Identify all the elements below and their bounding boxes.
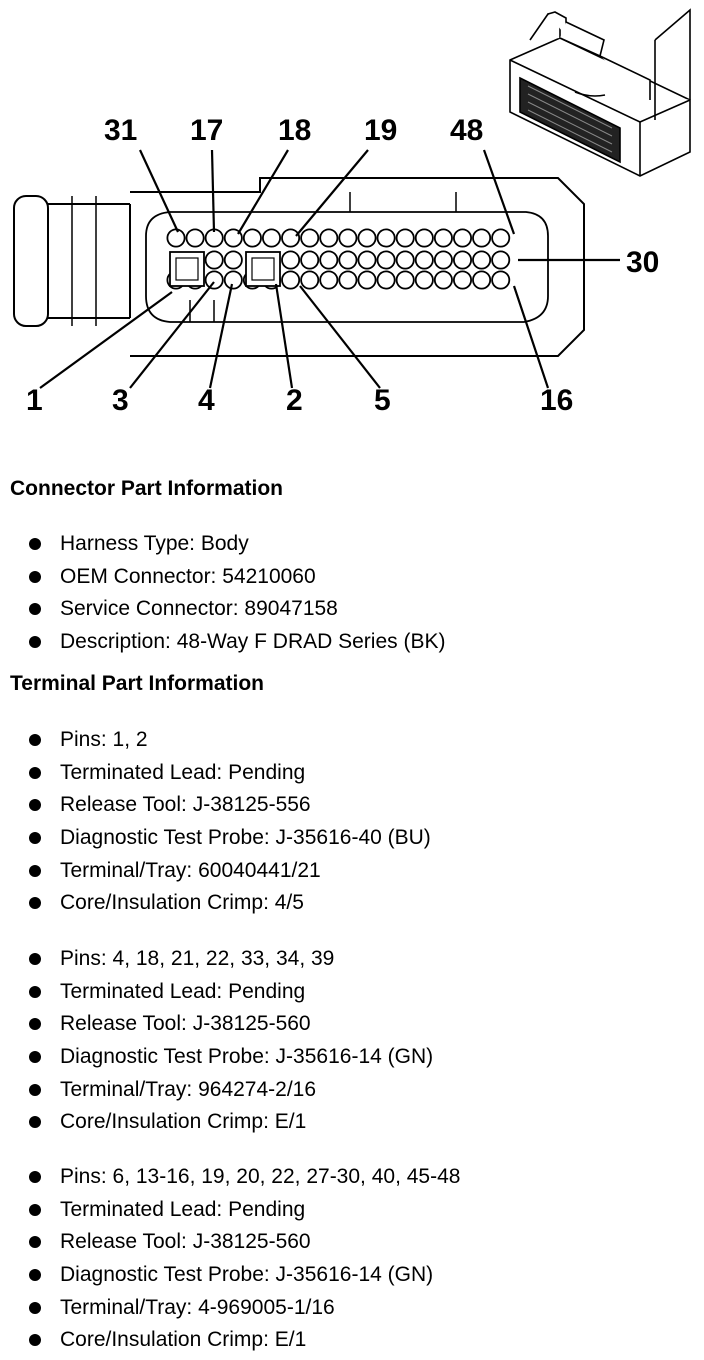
pin-cavity bbox=[492, 271, 509, 288]
bullet-icon bbox=[29, 1116, 41, 1128]
connector-part-info-heading: Connector Part Information bbox=[10, 477, 284, 500]
callout-3: 3 bbox=[112, 384, 129, 417]
list-item bbox=[0, 1161, 460, 1194]
list-item-text: Diagnostic Test Probe: J-35616-40 (BU) bbox=[60, 826, 431, 850]
terminal-part-info-heading: Terminal Part Information bbox=[10, 672, 264, 695]
pin-cavity bbox=[187, 229, 204, 246]
bullet-icon bbox=[29, 767, 41, 779]
bullet-icon bbox=[29, 636, 41, 648]
bullet-icon bbox=[29, 1269, 41, 1281]
bullet-icon bbox=[29, 986, 41, 998]
bullet-icon bbox=[29, 897, 41, 909]
pin-cavity bbox=[397, 229, 414, 246]
list-item bbox=[0, 593, 445, 626]
list-item-text: Terminal/Tray: 964274-2/16 bbox=[60, 1077, 317, 1101]
callout-4: 4 bbox=[198, 384, 215, 417]
list-item bbox=[0, 1008, 433, 1041]
list-item-text: Terminal/Tray: 4-969005-1/16 bbox=[60, 1295, 335, 1319]
pin-cavity bbox=[320, 271, 337, 288]
list-item bbox=[0, 757, 431, 790]
list-item-text: Pins: 1, 2 bbox=[60, 728, 148, 751]
list-item-text: Terminated Lead: Pending bbox=[60, 760, 306, 784]
pin-cavity bbox=[435, 251, 452, 268]
pin-cavity bbox=[320, 229, 337, 246]
connector-3d-thumbnail bbox=[510, 10, 690, 176]
bullet-icon bbox=[29, 734, 41, 746]
list-item bbox=[0, 1194, 460, 1227]
list-item-text: Terminated Lead: Pending bbox=[60, 979, 306, 1003]
pin-cavity bbox=[339, 229, 356, 246]
pin-cavity bbox=[473, 229, 490, 246]
bullet-icon bbox=[29, 865, 41, 877]
callout-5: 5 bbox=[374, 384, 391, 417]
list-item-text: Core/Insulation Crimp: E/1 bbox=[60, 1328, 307, 1352]
pin-cavity bbox=[416, 229, 433, 246]
terminal-group-2 bbox=[0, 943, 433, 1139]
bullet-icon bbox=[29, 603, 41, 615]
callout-17: 17 bbox=[190, 114, 224, 147]
list-item bbox=[0, 528, 445, 561]
pin-cavity bbox=[282, 271, 299, 288]
list-item-text: Service Connector: 89047158 bbox=[60, 597, 338, 621]
callout-2: 2 bbox=[286, 384, 303, 417]
pin-cavity bbox=[244, 229, 261, 246]
list-item-text: Release Tool: J-38125-560 bbox=[60, 1012, 311, 1036]
connector-latch bbox=[14, 196, 48, 326]
list-item-text: Description: 48-Way F DRAD Series (BK) bbox=[60, 630, 446, 654]
pin-cavity bbox=[397, 271, 414, 288]
list-item bbox=[0, 822, 431, 855]
pin-cavity bbox=[301, 271, 318, 288]
pin-cavity bbox=[282, 229, 299, 246]
list-item-text: Terminated Lead: Pending bbox=[60, 1197, 306, 1221]
pin-cavity bbox=[416, 271, 433, 288]
list-item bbox=[0, 887, 431, 920]
callout-48: 48 bbox=[450, 114, 484, 147]
list-item bbox=[0, 855, 431, 888]
list-item bbox=[0, 1226, 460, 1259]
bullet-icon bbox=[29, 1236, 41, 1248]
list-item bbox=[0, 976, 433, 1009]
pin-cavity bbox=[263, 229, 280, 246]
pin-cavity bbox=[397, 251, 414, 268]
pin-cavity bbox=[378, 229, 395, 246]
bullet-icon bbox=[29, 1334, 41, 1346]
list-item bbox=[0, 724, 431, 757]
pin-cavity bbox=[339, 251, 356, 268]
list-item-text: Core/Insulation Crimp: E/1 bbox=[60, 1110, 307, 1134]
list-item-text: OEM Connector: 54210060 bbox=[60, 564, 316, 588]
list-item-text: Diagnostic Test Probe: J-35616-14 (GN) bbox=[60, 1045, 434, 1069]
pin-cavity bbox=[435, 229, 452, 246]
list-item bbox=[0, 789, 431, 822]
bullet-icon bbox=[29, 799, 41, 811]
list-item bbox=[0, 1259, 460, 1292]
pin-cavity bbox=[454, 229, 471, 246]
pin-cavity bbox=[358, 251, 375, 268]
pin-cavity bbox=[358, 271, 375, 288]
pin-cavity bbox=[206, 251, 223, 268]
bullet-icon bbox=[29, 1051, 41, 1063]
pin-cavity bbox=[378, 271, 395, 288]
pin-cavity bbox=[435, 271, 452, 288]
list-item-text: Core/Insulation Crimp: 4/5 bbox=[60, 891, 304, 915]
pin-cavity bbox=[225, 251, 242, 268]
list-item-text: Diagnostic Test Probe: J-35616-14 (GN) bbox=[60, 1263, 434, 1287]
list-item-text: Harness Type: Body bbox=[60, 532, 249, 555]
list-item bbox=[0, 1106, 433, 1139]
pin-cavity bbox=[454, 251, 471, 268]
bullet-icon bbox=[29, 1171, 41, 1183]
terminal-group-3 bbox=[0, 1161, 460, 1357]
list-item-text: Pins: 4, 18, 21, 22, 33, 34, 39 bbox=[60, 947, 335, 970]
list-item bbox=[0, 626, 445, 659]
pin-cavity bbox=[378, 251, 395, 268]
callout-31: 31 bbox=[104, 114, 138, 147]
list-item-text: Release Tool: J-38125-560 bbox=[60, 1230, 311, 1254]
list-item bbox=[0, 943, 433, 976]
bullet-icon bbox=[29, 1018, 41, 1030]
pin-cavity bbox=[492, 229, 509, 246]
pin-cavity bbox=[492, 251, 509, 268]
pin-cavity bbox=[282, 251, 299, 268]
pin-cavity bbox=[167, 229, 184, 246]
list-item-text: Pins: 6, 13-16, 19, 20, 22, 27-30, 40, 45-48 bbox=[60, 1165, 461, 1188]
pin-cavity bbox=[339, 271, 356, 288]
list-item bbox=[0, 1292, 460, 1325]
list-item-text: Terminal/Tray: 60040441/21 bbox=[60, 858, 321, 882]
terminal-group-1 bbox=[0, 724, 431, 920]
callout-1: 1 bbox=[26, 384, 43, 417]
callout-18: 18 bbox=[278, 114, 312, 147]
pin-cavity bbox=[225, 271, 242, 288]
bullet-icon bbox=[29, 832, 41, 844]
bullet-icon bbox=[29, 1302, 41, 1314]
connector-info-list bbox=[0, 528, 445, 659]
list-item bbox=[0, 561, 445, 594]
list-item bbox=[0, 1074, 433, 1107]
pin-cavity bbox=[206, 271, 223, 288]
pin-cavities bbox=[167, 229, 509, 288]
bullet-icon bbox=[29, 538, 41, 550]
pin-cavity bbox=[320, 251, 337, 268]
bullet-icon bbox=[29, 1084, 41, 1096]
connector-diagram bbox=[0, 0, 704, 440]
callout-30: 30 bbox=[626, 246, 660, 279]
callout-19: 19 bbox=[364, 114, 398, 147]
pin-cavity bbox=[454, 271, 471, 288]
bullet-icon bbox=[29, 953, 41, 965]
pin-cavity bbox=[358, 229, 375, 246]
list-item bbox=[0, 1041, 433, 1074]
bullet-icon bbox=[29, 1204, 41, 1216]
pin-cavity bbox=[473, 271, 490, 288]
pin-cavity bbox=[301, 251, 318, 268]
pin-cavity bbox=[473, 251, 490, 268]
list-item-text: Release Tool: J-38125-556 bbox=[60, 793, 311, 817]
bullet-icon bbox=[29, 571, 41, 583]
list-item bbox=[0, 1324, 460, 1357]
pin-cavity bbox=[301, 229, 318, 246]
callout-16: 16 bbox=[540, 384, 574, 417]
pin-cavity bbox=[416, 251, 433, 268]
